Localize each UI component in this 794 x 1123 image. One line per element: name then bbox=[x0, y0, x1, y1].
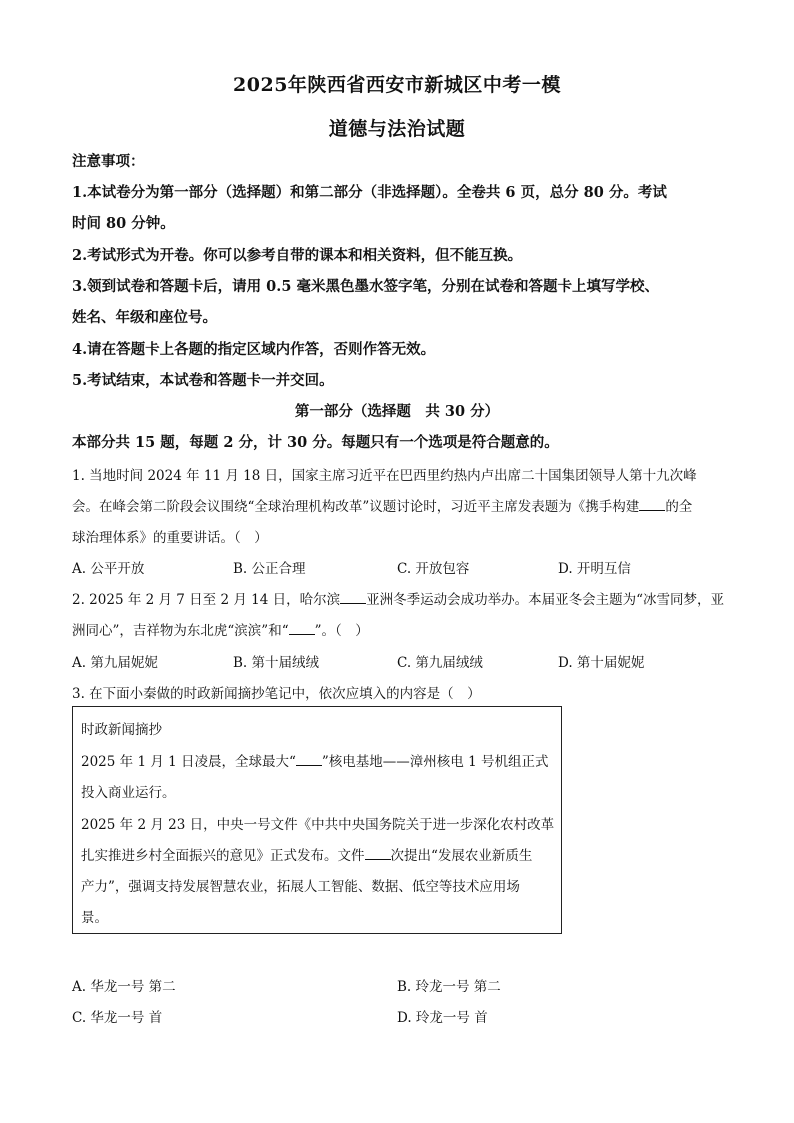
news-box-title: 时政新闻摘抄 bbox=[81, 722, 162, 738]
q2-option-b[interactable]: B. 第十届绒绒 bbox=[233, 655, 320, 671]
news-item-2-line-3: 产力”，强调支持发展智慧农业，拓展人工智能、数据、低空等技术应用场 bbox=[81, 879, 520, 895]
news-item-2-line-1: 2025 年 2 月 23 日，中央一号文件《中共中央国务院关于进一步深化农村改革 bbox=[81, 817, 555, 833]
q3-stem: 3. 在下面小秦做的时政新闻摘抄笔记中，依次应填入的内容是（ ） bbox=[72, 686, 481, 702]
q1-option-b[interactable]: B. 公正合理 bbox=[233, 561, 306, 577]
news-item-2-line-2 bbox=[81, 844, 532, 864]
news-item-1-line-1-b: ”核电基地——漳州核电 1 号机组正式 bbox=[321, 754, 549, 770]
q2-stem-line-2-a: 洲同心”，吉祥物为东北虎“滨滨”和“ bbox=[72, 623, 289, 639]
note-item-5: 5.考试结束，本试卷和答题卡一并交回。 bbox=[72, 372, 334, 389]
exam-title: 2025年陕西省西安市新城区中考一模 bbox=[233, 74, 561, 96]
q2-blank-1 bbox=[340, 591, 366, 604]
q1-option-c[interactable]: C. 开放包容 bbox=[397, 561, 470, 577]
q2-stem-line-2-b: ”。（ ） bbox=[314, 623, 369, 639]
news-item-1-line-2: 投入商业运行。 bbox=[81, 785, 176, 801]
q3-blank-1 bbox=[296, 753, 322, 766]
q1-stem-line-3: 球治理体系》的重要讲话。（ ） bbox=[72, 530, 268, 546]
note-item-2: 2.考试形式为开卷。你可以参考自带的课本和相关资料，但不能互换。 bbox=[72, 247, 523, 264]
q2-blank-2 bbox=[289, 622, 315, 635]
q3-option-a[interactable]: A. 华龙一号 第二 bbox=[72, 979, 176, 995]
q1-blank bbox=[639, 498, 665, 511]
q2-stem-line-1 bbox=[72, 588, 724, 608]
q2-stem-line-1-a: 2. 2025 年 2 月 7 日至 2 月 14 日，哈尔滨 bbox=[72, 592, 341, 608]
q1-stem-line-1: 1. 当地时间 2024 年 11 月 18 日，国家主席习近平在巴西里约热内卢出席二十国集团领导人第十九次峰 bbox=[72, 468, 697, 484]
news-item-2-line-2-b: 次提出“发展农业新质生 bbox=[390, 848, 533, 864]
news-item-2-line-2-a: 扎实推进乡村全面振兴的意见》正式发布。文件 bbox=[81, 848, 365, 864]
q3-option-b[interactable]: B. 玲龙一号 第二 bbox=[397, 979, 501, 995]
part1-instruction: 本部分共 15 题，每题 2 分，计 30 分。每题只有一个选项是符合题意的。 bbox=[72, 434, 559, 451]
q1-option-a[interactable]: A. 公平开放 bbox=[72, 561, 145, 577]
q1-option-d[interactable]: D. 开明互信 bbox=[558, 561, 631, 577]
notes-heading: 注意事项： bbox=[72, 153, 145, 170]
q2-stem-line-1-b: 亚洲冬季运动会成功举办。本届亚冬会主题为“冰雪同梦，亚 bbox=[366, 592, 725, 608]
exam-subtitle: 道德与法治试题 bbox=[328, 118, 466, 140]
q2-stem-line-2 bbox=[72, 619, 369, 639]
news-item-1-line-1-a: 2025 年 1 月 1 日凌晨，全球最大“ bbox=[81, 754, 296, 770]
q1-stem-line-2 bbox=[72, 495, 692, 515]
note-item-3-line-2: 姓名、年级和座位号。 bbox=[72, 309, 217, 326]
q3-option-c[interactable]: C. 华龙一号 首 bbox=[72, 1010, 163, 1026]
q2-option-a[interactable]: A. 第九届妮妮 bbox=[72, 655, 158, 671]
news-item-1-line-1 bbox=[81, 750, 548, 770]
q2-option-d[interactable]: D. 第十届妮妮 bbox=[558, 655, 645, 671]
q1-stem-line-2-a: 会。在峰会第二阶段会议围绕“全球治理机构改革”议题讨论时，习近平主席发表题为《携手构建 bbox=[72, 499, 640, 515]
news-item-2-line-4: 景。 bbox=[81, 910, 108, 926]
note-item-1-line-1: 1.本试卷分为第一部分（选择题）和第二部分（非选择题）。全卷共 6 页，总分 80 分。考试 bbox=[72, 184, 667, 201]
q2-option-c[interactable]: C. 第九届绒绒 bbox=[397, 655, 483, 671]
q3-option-d[interactable]: D. 玲龙一号 首 bbox=[397, 1010, 488, 1026]
note-item-1-line-2: 时间 80 分钟。 bbox=[72, 215, 175, 232]
part1-heading: 第一部分（选择题 共 30 分） bbox=[294, 403, 500, 420]
note-item-4: 4.请在答题卡上各题的指定区域内作答，否则作答无效。 bbox=[72, 341, 436, 358]
note-item-3-line-1: 3.领到试卷和答题卡后，请用 0.5 毫米黑色墨水签字笔，分别在试卷和答题卡上填写学校、 bbox=[72, 278, 659, 295]
q1-stem-line-2-b: 的全 bbox=[665, 499, 693, 515]
q3-blank-2 bbox=[365, 847, 391, 860]
